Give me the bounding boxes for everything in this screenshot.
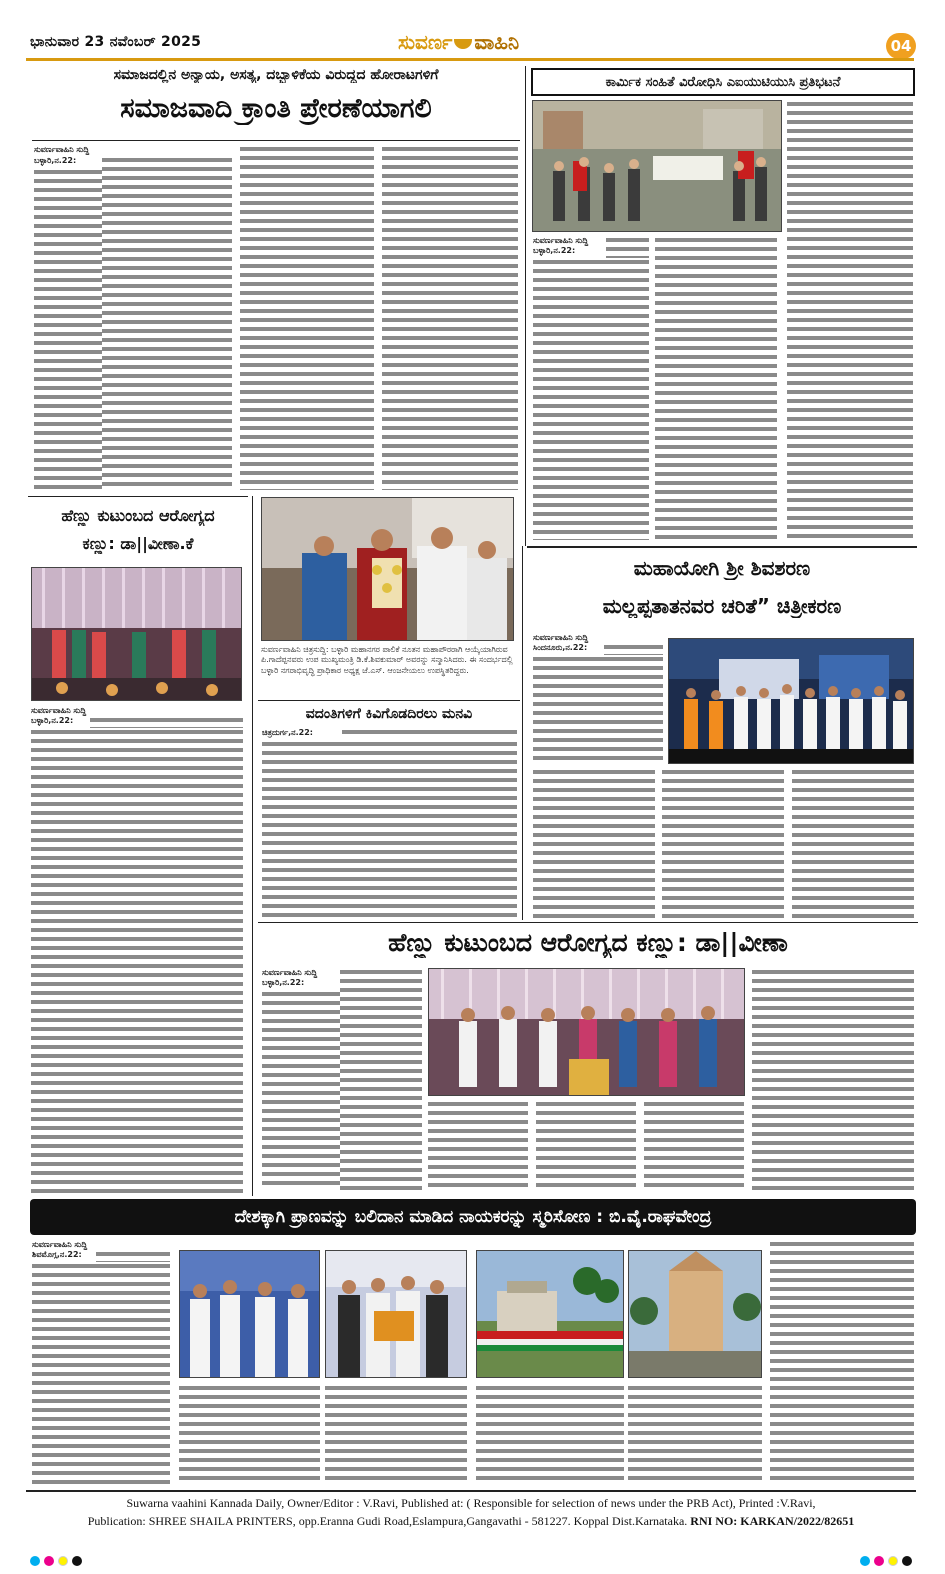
story2-headline-box bbox=[531, 68, 915, 96]
stage-photo-art bbox=[669, 639, 914, 764]
registration-mark-yellow bbox=[58, 1556, 68, 1566]
story4-text-col1b bbox=[262, 740, 517, 918]
story4-text-col1 bbox=[342, 728, 517, 738]
story7-dateline: ಶಿವಮೊಗ್ಗ,ನ.22: bbox=[32, 1250, 82, 1259]
story5-top-rule bbox=[527, 546, 917, 548]
center-felicitation-photo bbox=[261, 497, 514, 641]
column-divider-left bbox=[252, 496, 253, 1196]
registration-mark-magenta bbox=[44, 1556, 54, 1566]
story7-headline-bar bbox=[30, 1199, 916, 1235]
story5-text-col2 bbox=[662, 768, 784, 920]
story7-text-col4 bbox=[476, 1384, 624, 1484]
footer-rni: RNI NO: KARKAN/2022/82651 bbox=[690, 1514, 855, 1528]
story2-text-col1-top bbox=[606, 236, 649, 258]
registration-mark-magenta bbox=[874, 1556, 884, 1566]
story5-stage-photo bbox=[668, 638, 914, 764]
story7-byline: ಸುವರ್ಣವಾಹಿನಿ ಸುದ್ದಿ bbox=[32, 1240, 88, 1249]
story1-text-col1b bbox=[34, 168, 102, 490]
story7-text-col1 bbox=[32, 1262, 170, 1484]
masthead-title-part2: ವಾಹಿನಿ bbox=[474, 30, 520, 54]
story2-dateline: ಬಳ್ಳಾರಿ,ನ.22: bbox=[533, 246, 576, 255]
story3-headline-line2: ಕಣ್ಣು: ಡಾ||ವೀಣಾ.ಕೆ bbox=[82, 534, 194, 553]
story7-text-col1-top bbox=[96, 1250, 170, 1262]
story1-dateline: ಬಳ್ಳಾರಿ,ನ.22: bbox=[34, 156, 77, 165]
story7-text-col2 bbox=[179, 1384, 320, 1484]
story3-byline: ಸುವರ್ಣವಾಹಿನಿ ಸುದ್ದಿ bbox=[31, 706, 87, 715]
story2-text-col1 bbox=[533, 258, 649, 540]
column-divider-center bbox=[522, 546, 523, 920]
story2-text-col2 bbox=[655, 236, 777, 540]
story3-event-photo bbox=[31, 567, 242, 701]
center-photo-caption: ಸುವರ್ಣವಾಹಿನಿ ಚಿತ್ರಸುದ್ದಿ: ಬಳ್ಳಾರಿ ಮಹಾನಗರ ಪಾಲಿಕೆ ನೂತನ ಮಹಾಪೌರರಾಗಿ ಆಯ್ಕೆಯಾಗಿರುವ ಪಿ.ಗಾದೆಪ್ಪನವರು ಉಪ ಮುಖ್ಯಮಂತ್ರಿ ಡಿ.ಕೆ.ಶಿವಕುಮಾರ್ ಅವರನ್ನು ಸನ್ಮಾನಿಸಿದರು. ಈ ಸಂದರ್ಭದಲ್ಲಿ ಬಳ್ಳಾರಿ ನಗರಾಭಿವೃದ್ಧಿ ಪ್ರಾಧಿಕಾರ ಅಧ್ಯಕ್ಷ ಜೆ.ಎಸ್. ಆಂಜನೇಯಲು ಉಪಸ್ಥಿತರಿದ್ದರು. bbox=[261, 645, 513, 675]
story7-dignitaries-photo bbox=[325, 1250, 467, 1378]
footer-publication: Publication: SHREE SHAILA PRINTERS, opp.Eranna Gudi Road,Eslampura,Gangavathi - 581227. Koppal Dist.Karnataka. bbox=[87, 1514, 691, 1528]
students-photo-art bbox=[180, 1251, 320, 1378]
story4-headline: ವದಂತಿಗಳಿಗೆ ಕಿವಿಗೊಡದಿರಲು ಮನವಿ bbox=[305, 706, 473, 722]
story7-headline: ದೇಶಕ್ಕಾಗಿ ಪ್ರಾಣವನ್ನು ಬಲಿದಾನ ಮಾಡಿದ ನಾಯಕರನ್ನು ಸ್ಮರಿಸೋಣ : ಬಿ.ವೈ.ರಾಘವೇಂದ್ರ bbox=[234, 1207, 712, 1227]
registration-mark-cyan bbox=[30, 1556, 40, 1566]
story2-headline: ಕಾರ್ಮಿಕ ಸಂಹಿತೆ ವಿರೋಧಿಸಿ ಎಐಯುಟಿಯುಸಿ ಪ್ರತಿಭಟನೆ bbox=[605, 74, 841, 90]
masthead-lamp-icon bbox=[454, 39, 472, 49]
story7-memorial-photo bbox=[476, 1250, 624, 1378]
story2-protest-photo bbox=[532, 100, 782, 232]
story2-byline: ಸುವರ್ಣವಾಹಿನಿ ಸುದ್ದಿ bbox=[533, 236, 589, 245]
story7-text-col6 bbox=[770, 1240, 914, 1484]
story1-byline: ಸುವರ್ಣವಾಹಿನಿ ಸುದ್ದಿ bbox=[34, 145, 90, 154]
masthead-title bbox=[398, 30, 519, 54]
story6-photo-art bbox=[429, 969, 745, 1096]
story1-kicker: ಸಮಾಜದಲ್ಲಿನ ಅನ್ಯಾಯ, ಅಸತ್ಯ, ದಬ್ಬಾಳಿಕೆಯ ವಿರುದ್ಧದ ಹೋರಾಟಗಳಿಗೆ bbox=[113, 67, 439, 83]
story3-text bbox=[31, 728, 243, 1194]
story6-event-photo bbox=[428, 968, 745, 1096]
story1-rule bbox=[32, 140, 520, 141]
story1-headline: ಸಮಾಜವಾದಿ ಕ್ರಾಂತಿ ಪ್ರೇರಣೆಯಾಗಲಿ bbox=[120, 93, 432, 124]
masthead-date: ಭಾನುವಾರ 23 ನವೆಂಬರ್ 2025 bbox=[30, 34, 202, 50]
story6-headline: ಹೆಣ್ಣು ಕುಟುಂಬದ ಆರೋಗ್ಯದ ಕಣ್ಣು: ಡಾ||ವೀಣಾ bbox=[388, 928, 788, 957]
temple-photo-art bbox=[629, 1251, 762, 1378]
story1-text-col3 bbox=[382, 145, 518, 490]
story4-top-rule bbox=[258, 700, 520, 701]
story6-top-rule bbox=[258, 922, 918, 923]
masthead-rule bbox=[26, 58, 914, 61]
story6-text-col4 bbox=[536, 1100, 636, 1190]
page-number-badge bbox=[886, 33, 916, 59]
story4-dateline: ಚಿತ್ರದುರ್ಗ,ನ.22: bbox=[262, 728, 313, 737]
story5-text-col1-top bbox=[604, 643, 663, 655]
page-number: 04 bbox=[890, 37, 912, 55]
story7-text-col3 bbox=[325, 1384, 467, 1484]
story1-text-col1 bbox=[102, 156, 232, 490]
event-photo-art bbox=[32, 568, 242, 701]
registration-mark-black bbox=[902, 1556, 912, 1566]
protest-photo-art bbox=[533, 101, 782, 232]
registration-mark-black bbox=[72, 1556, 82, 1566]
story5-dateline: ಸಿಂದನೂರು,ನ.22: bbox=[533, 643, 588, 652]
registration-mark-cyan bbox=[860, 1556, 870, 1566]
story5-text-col1 bbox=[533, 655, 663, 763]
story3-dateline: ಬಳ್ಳಾರಿ,ನ.22: bbox=[31, 716, 74, 725]
story5-text-col3 bbox=[792, 768, 914, 920]
story7-temple-photo bbox=[628, 1250, 762, 1378]
story3-headline-line1: ಹೆಣ್ಣು ಕುಟುಂಬದ ಆರೋಗ್ಯದ bbox=[61, 506, 215, 525]
story5-headline-line2: ಮಲ್ಲಪ್ಪತಾತನವರ ಚರಿತೆ” ಚಿತ್ರೀಕರಣ bbox=[602, 594, 842, 618]
column-divider-main bbox=[525, 66, 526, 546]
story6-byline: ಸುವರ್ಣವಾಹಿನಿ ಸುದ್ದಿ bbox=[262, 968, 318, 977]
story7-text-col5 bbox=[628, 1384, 762, 1484]
masthead-title-part1: ಸುವರ್ಣ bbox=[398, 30, 453, 54]
story6-text-col5 bbox=[644, 1100, 744, 1190]
story2-text-col3 bbox=[787, 100, 913, 540]
story1-text-col2 bbox=[240, 145, 374, 490]
story6-text-col2 bbox=[340, 968, 422, 1190]
footer-rule bbox=[26, 1490, 916, 1492]
masthead bbox=[0, 0, 945, 62]
story7-students-photo bbox=[179, 1250, 320, 1378]
story3-top-rule bbox=[28, 496, 248, 497]
footer-line1: Suwarna vaahini Kannada Daily, Owner/Editor : V.Ravi, Published at: ( Responsible for selection of news under the PRB Act), Printed :V.Ravi, bbox=[126, 1496, 816, 1510]
dignitaries-photo-art bbox=[326, 1251, 467, 1378]
story6-dateline: ಬಳ್ಳಾರಿ,ನ.22: bbox=[262, 978, 305, 987]
story3-text-top bbox=[90, 716, 243, 728]
story6-text-col1 bbox=[262, 990, 340, 1190]
felicitation-photo-art bbox=[262, 498, 514, 641]
story6-text-col3 bbox=[428, 1100, 528, 1190]
footer-line2 bbox=[26, 1514, 916, 1529]
memorial-photo-art bbox=[477, 1251, 624, 1378]
story5-byline: ಸುವರ್ಣವಾಹಿನಿ ಸುದ್ದಿ bbox=[533, 633, 589, 642]
story5-headline-line1: ಮಹಾಯೋಗಿ ಶ್ರೀ ಶಿವಶರಣ bbox=[633, 556, 811, 580]
registration-mark-yellow bbox=[888, 1556, 898, 1566]
story6-text-col6 bbox=[752, 968, 914, 1190]
story5-text-col1-lower bbox=[533, 768, 655, 920]
